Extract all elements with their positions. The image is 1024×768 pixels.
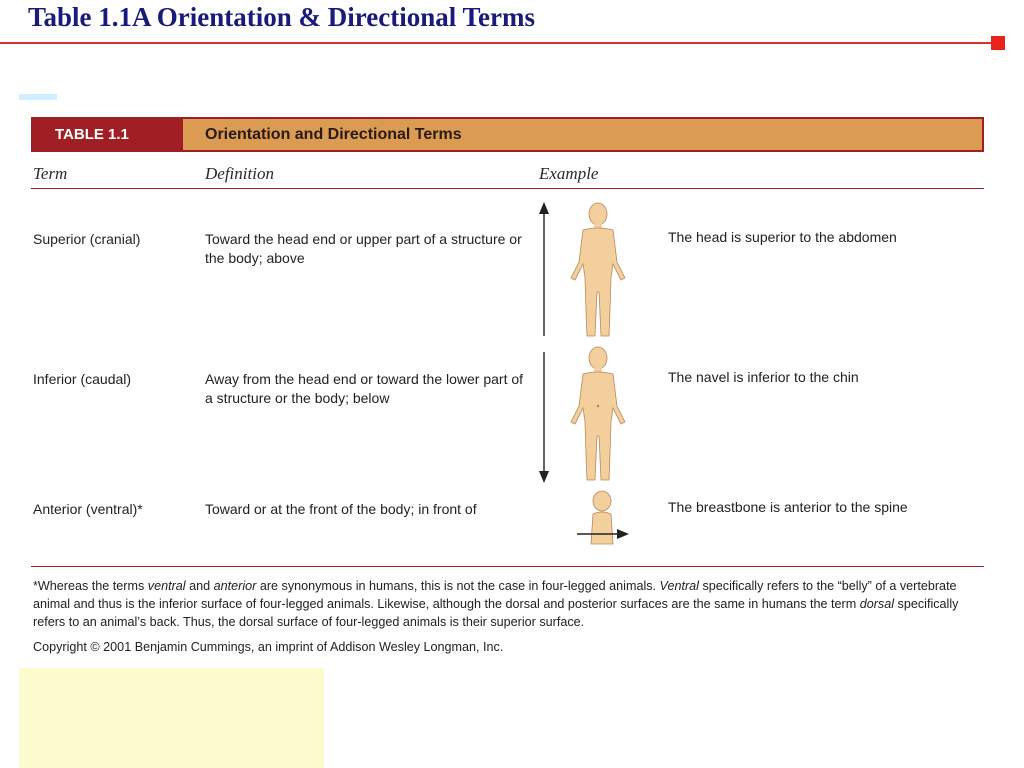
- table-number: TABLE 1.1: [33, 119, 183, 150]
- column-header-example: Example: [539, 164, 599, 183]
- example-superior: The head is superior to the abdomen: [668, 229, 897, 245]
- title-marker-square: [991, 36, 1005, 50]
- footnote-text: specifically refers to an animal’s back. Thus, the dorsal surface of four-legged animals is their superior surface.: [33, 597, 959, 629]
- textbook-table-figure: [19, 100, 992, 668]
- footnote-italic: anterior: [213, 579, 257, 593]
- footer-rule: [31, 566, 984, 567]
- header-rule: [31, 188, 984, 189]
- footnote-italic: dorsal: [859, 597, 895, 611]
- table-name: Orientation and Directional Terms: [205, 126, 462, 143]
- example-anterior: The breastbone is anterior to the spine: [668, 499, 908, 515]
- table-header-bar: [31, 117, 984, 152]
- side-bust-anterior-icon: [571, 488, 637, 550]
- slide-title: Table 1.1A Orientation & Directional Terms: [28, 2, 536, 32]
- column-header-term: Term: [33, 164, 68, 183]
- superior-arrow-icon: [534, 200, 554, 340]
- term-inferior: Inferior (caudal): [33, 371, 132, 387]
- definition-inferior: Away from the head end or toward the lower part of a structure or the body; below: [205, 371, 524, 406]
- body-figure-navel-icon: [563, 344, 633, 484]
- footnote-text: and: [185, 579, 214, 593]
- definition-anterior: Toward or at the front of the body; in front of: [205, 501, 477, 517]
- definition-superior: Toward the head end or upper part of a structure or the body; above: [205, 231, 522, 266]
- term-anterior: Anterior (ventral)*: [33, 501, 143, 517]
- footnote-text: specifically refers to the “belly” of a vertebrate animal and thus is the inferior surface of four-legged animals. Likewise, although the dorsal and posterior surfaces are the same in humans the term: [33, 579, 957, 611]
- footnote-text: are synonymous in humans, this is not the case in four-legged animals.: [256, 579, 660, 593]
- inferior-arrow-icon: [534, 350, 554, 485]
- footnote-italic: ventral: [147, 579, 186, 593]
- example-inferior: The navel is inferior to the chin: [668, 369, 859, 385]
- table-footnote: [33, 577, 988, 631]
- body-figure-head-icon: [563, 200, 633, 340]
- term-superior: Superior (cranial): [33, 231, 141, 247]
- footnote-italic: Ventral: [659, 579, 699, 593]
- copyright-line: Copyright © 2001 Benjamin Cummings, an imprint of Addison Wesley Longman, Inc.: [33, 640, 504, 654]
- footnote-text: *Whereas the terms: [33, 579, 148, 593]
- column-header-definition: Definition: [205, 164, 274, 183]
- title-underline: [0, 42, 995, 44]
